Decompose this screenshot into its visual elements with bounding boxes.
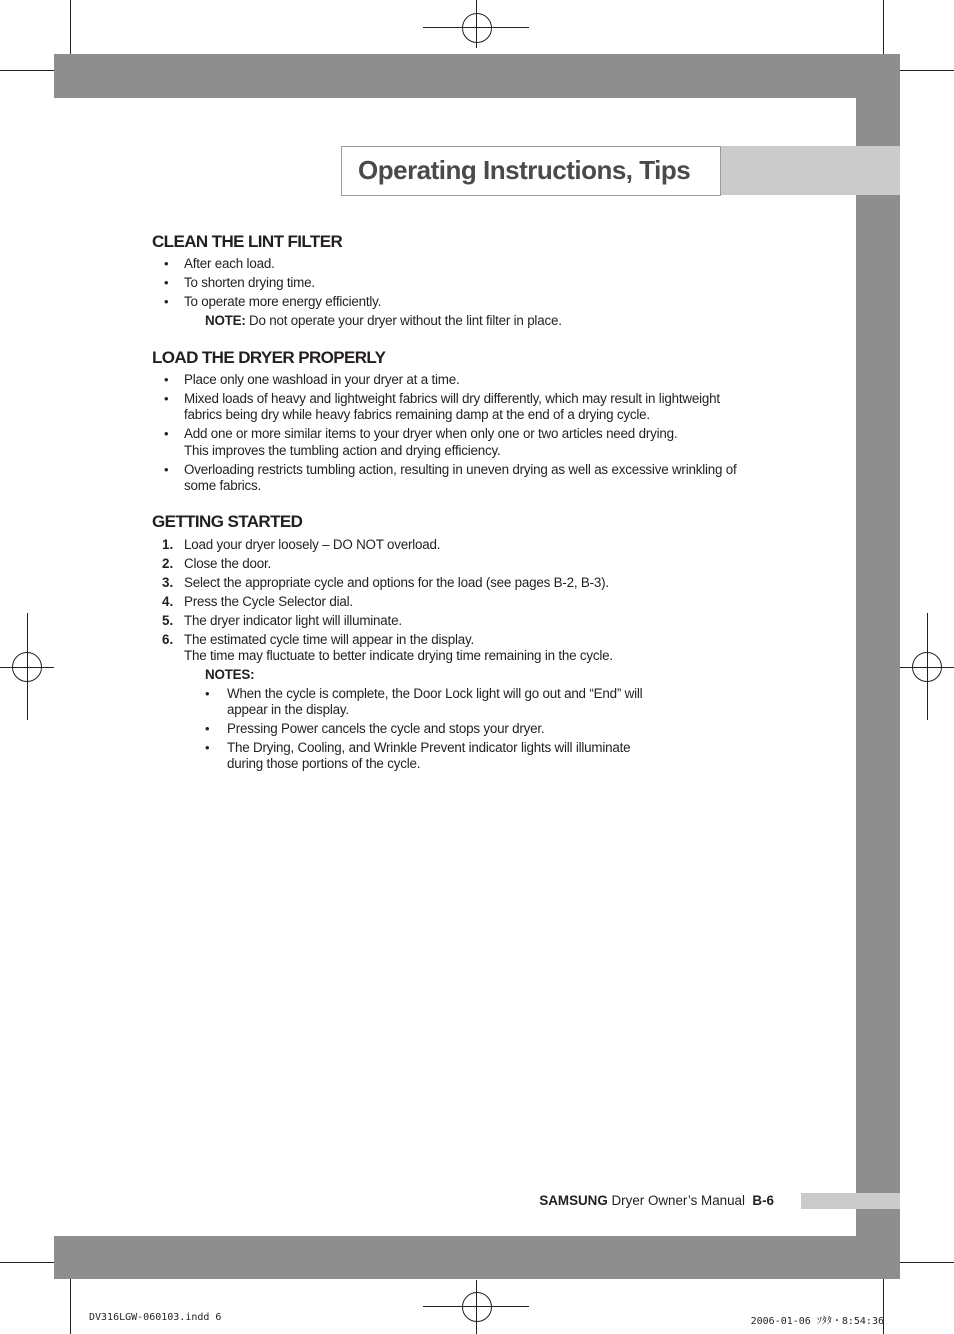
list-item: This improves the tumbling action and drying efficiency. <box>184 443 501 458</box>
list-item: Overloading restricts tumbling action, resulting in uneven drying as well as excessive wrinkling of <box>184 462 737 477</box>
section-heading-start: GETTING STARTED <box>152 512 303 531</box>
step-text: The dryer indicator light will illuminate. <box>184 613 402 628</box>
list-item: fabrics being dry while heavy fabrics remaining damp at the end of a drying cycle. <box>184 407 650 422</box>
bullet: • <box>205 740 210 755</box>
bullet: • <box>164 372 169 387</box>
crop-mark <box>883 0 884 54</box>
right-frame-bar <box>856 98 900 1236</box>
list-item: To shorten drying time. <box>184 275 315 290</box>
notes-label: NOTES: <box>205 667 255 682</box>
list-item: To operate more energy efficiently. <box>184 294 382 309</box>
page-footer <box>539 1193 774 1208</box>
footer-accent-bar <box>801 1193 900 1209</box>
step-number: 5. <box>162 613 174 628</box>
bullet: • <box>205 686 210 701</box>
step-number: 4. <box>162 594 174 609</box>
page-title: Operating Instructions, Tips <box>358 155 691 185</box>
bullet: • <box>164 275 169 290</box>
note-item: appear in the display. <box>227 702 349 717</box>
registration-mark <box>912 652 942 682</box>
section-heading-load: LOAD THE DRYER PROPERLY <box>152 348 386 367</box>
step-text: Load your dryer loosely – DO NOT overload. <box>184 537 441 552</box>
crop-mark <box>70 1279 71 1334</box>
list-item: Mixed loads of heavy and lightweight fabrics will dry differently, which may result in lightweight <box>184 391 720 406</box>
footer-manual: Dryer Owner’s Manual <box>611 1193 745 1208</box>
bullet: • <box>164 256 169 271</box>
note-item: during those portions of the cycle. <box>227 756 421 771</box>
note-item: Pressing Power cancels the cycle and stops your dryer. <box>227 721 545 736</box>
footer-brand: SAMSUNG <box>539 1193 608 1208</box>
step-text: Select the appropriate cycle and options for the load (see pages B-2, B-3). <box>184 575 609 590</box>
page-number: B-6 <box>752 1193 774 1208</box>
bullet: • <box>205 721 210 736</box>
top-frame-bar <box>54 54 900 98</box>
bullet: • <box>164 426 169 441</box>
list-item: Add one or more similar items to your dryer when only one or two articles need drying. <box>184 426 678 441</box>
list-item: After each load. <box>184 256 275 271</box>
crop-mark <box>70 0 71 54</box>
bullet: • <box>164 462 169 477</box>
note-item: The Drying, Cooling, and Wrinkle Prevent indicator lights will illuminate <box>227 740 631 755</box>
note-item: When the cycle is complete, the Door Lock light will go out and “End” will <box>227 686 643 701</box>
step-text: The estimated cycle time will appear in the display. <box>184 632 475 647</box>
slug-date: 2006-01-06 ｿﾀﾀ・8:54:36 <box>750 1316 884 1327</box>
crop-mark <box>0 70 54 71</box>
step-text: The time may fluctuate to better indicate drying time remaining in the cycle. <box>184 648 613 663</box>
crop-mark <box>900 70 954 71</box>
bullet: • <box>164 294 169 309</box>
step-number: 6. <box>162 632 174 647</box>
crop-mark <box>900 1262 954 1263</box>
slug-file: DV316LGW-060103.indd 6 <box>89 1312 222 1323</box>
note-text: Do not operate your dryer without the lint filter in place. <box>249 313 562 328</box>
step-number: 1. <box>162 537 174 552</box>
list-item: Place only one washload in your dryer at a time. <box>184 372 460 387</box>
crop-mark <box>0 1262 54 1263</box>
list-item: some fabrics. <box>184 478 262 493</box>
registration-mark <box>462 13 492 43</box>
bottom-frame-bar <box>54 1236 900 1279</box>
title-box <box>341 146 721 196</box>
step-text: Press the Cycle Selector dial. <box>184 594 353 609</box>
step-number: 2. <box>162 556 174 571</box>
registration-mark <box>462 1292 492 1322</box>
registration-mark <box>12 652 42 682</box>
note-label: NOTE: <box>205 313 246 328</box>
title-accent-bar <box>721 146 900 195</box>
section-heading-lint: CLEAN THE LINT FILTER <box>152 232 343 251</box>
step-text: Close the door. <box>184 556 272 571</box>
bullet: • <box>164 391 169 406</box>
step-number: 3. <box>162 575 174 590</box>
